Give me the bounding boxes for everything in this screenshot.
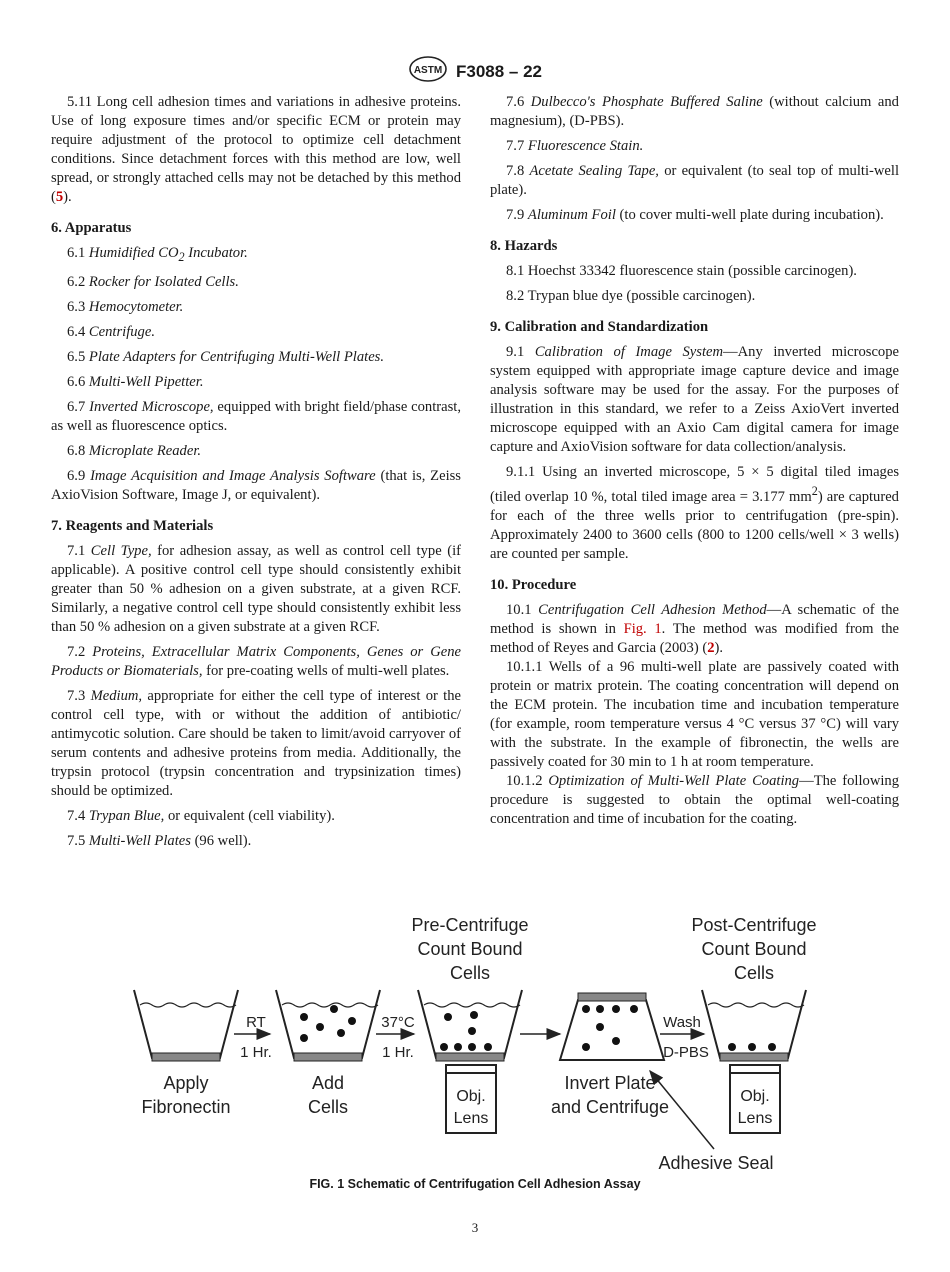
- well-add-cells: [276, 990, 380, 1061]
- item-7-8: 7.8 Acetate Sealing Tape, or equivalent (to seal top of multi-well plate).: [490, 163, 899, 198]
- document-code: F3088 – 22: [455, 61, 542, 81]
- item-10-1-1: 10.1.1 Wells of a 96 multi-well plate are passively coated with protein or matrix protein. The coating concentration will depend on the ECM protein. The incubation time and incubation temperature (for example, room temperature versus 4 °C versus 37 °C) will vary with the substrate. In the example of fibronectin, the wells are passively coated for 30 min to 1 h at room temperature.: [490, 658, 899, 770]
- reference-link[interactable]: 5: [55, 189, 64, 205]
- right-column: [490, 93, 899, 829]
- section-heading-8: 8. Hazards: [490, 238, 558, 254]
- cells-suspended: [300, 1005, 356, 1042]
- item-7-4: 7.4 Trypan Blue, or equivalent (cell viability).: [67, 807, 335, 824]
- item-7-3: 7.3 Medium, appropriate for either the cell type of interest or the control cell type, with or without the addition of antibiotic/ antimycotic solution. Care should be taken to limit/avoid carryover of serum contents and adhesive proteins from media. Additionally, the trypsin protocol (trypsin concentration and trypsinization times) should be optimized.: [51, 687, 461, 799]
- label-1hr-2: 1 Hr.: [382, 1044, 414, 1061]
- item-6-9: 6.9 Image Acquisition and Image Analysis Software (that is, Zeiss AxioVision Software, Image J, or equivalent).: [51, 467, 461, 503]
- page-number: 3: [471, 1220, 479, 1235]
- label-1hr: 1 Hr.: [240, 1044, 272, 1061]
- item-8-2: 8.2 Trypan blue dye (possible carcinogen).: [506, 288, 756, 304]
- label-apply: Apply: [163, 1073, 209, 1093]
- well-inverted: [560, 993, 664, 1060]
- left-column: [51, 93, 461, 857]
- figure-1-schematic: [120, 905, 840, 1175]
- label-pre-cells: Cells: [449, 963, 491, 983]
- label-post-count: Count Bound: [701, 939, 807, 959]
- item-8-1: 8.1 Hoechst 33342 fluorescence stain (possible carcinogen).: [506, 263, 857, 279]
- item-6-3: 6.3 Hemocytometer.: [67, 298, 184, 315]
- label-fibronectin: Fibronectin: [141, 1097, 231, 1117]
- cells-pre: [440, 1011, 492, 1051]
- label-pre-count: Count Bound: [417, 939, 523, 959]
- svg-text:Lens: Lens: [737, 1110, 773, 1127]
- section-heading-9: 9. Calibration and Standardization: [490, 319, 709, 335]
- label-add: Add: [311, 1073, 345, 1093]
- item-7-2: 7.2 Proteins, Extracellular Matrix Components, Genes or Gene Products or Biomaterials, for pre-coating wells of multi-well plates.: [51, 643, 462, 679]
- section-heading-6: 6. Apparatus: [51, 220, 132, 236]
- figure-link[interactable]: Fig. 1: [623, 620, 662, 637]
- label-invert: Invert Plate: [564, 1073, 656, 1093]
- item-6-6: 6.6 Multi-Well Pipetter.: [67, 373, 204, 390]
- astm-logo-icon: [408, 56, 448, 87]
- label-wash: Wash: [663, 1014, 701, 1031]
- objective-lens-1: [446, 1065, 496, 1133]
- item-6-5: 6.5 Plate Adapters for Centrifuging Multi-Well Plates.: [67, 348, 385, 365]
- item-7-5: 7.5 Multi-Well Plates (96 well).: [67, 832, 252, 849]
- page-header: [0, 56, 950, 87]
- item-6-2: 6.2 Rocker for Isolated Cells.: [67, 273, 239, 290]
- label-pre-centrifuge: Pre-Centrifuge: [411, 915, 529, 935]
- section-heading-7: 7. Reagents and Materials: [51, 517, 214, 534]
- figure-caption: FIG. 1 Schematic of Centrifugation Cell Adhesion Assay: [309, 1177, 641, 1191]
- item-10-1: 10.1 Centrifugation Cell Adhesion Method—A schematic of the method is shown in Fig. 1. The method was modified from the method of Reyes and Garcia (2003) (2).: [490, 601, 900, 656]
- svg-text:Lens: Lens: [453, 1110, 489, 1127]
- item-7-7: 7.7 Fluorescence Stain.: [506, 138, 644, 154]
- item-6-4: 6.4 Centrifuge.: [67, 323, 155, 340]
- reference-link[interactable]: 2: [707, 639, 715, 656]
- svg-text:Obj.: Obj.: [456, 1088, 486, 1105]
- label-dpbs: D-PBS: [663, 1044, 709, 1061]
- para-5-11: 5.11 Long cell adhesion times and variations in adhesive proteins. Use of long exposure times and/or specific ECM or protein may require adjustment of the protocol to optimize cell detachment conditions. Since detachment forces with this method are low, well spread, or strongly attached cells may not be detached by this method (5).: [51, 94, 461, 205]
- cells-post: [728, 1043, 776, 1051]
- item-6-7: 6.7 Inverted Microscope, equipped with bright field/phase contrast, as well as fluorescence optics.: [51, 398, 461, 434]
- label-37c: 37°C: [381, 1014, 415, 1031]
- label-cells: Cells: [307, 1097, 349, 1117]
- item-6-8: 6.8 Microplate Reader.: [67, 442, 202, 459]
- svg-text:ASTM: ASTM: [413, 65, 443, 76]
- label-post-centrifuge: Post-Centrifuge: [691, 915, 817, 935]
- label-rt: RT: [246, 1014, 266, 1031]
- well-apply-fibronectin: [134, 990, 238, 1061]
- label-post-cells: Cells: [733, 963, 775, 983]
- item-7-9: 7.9 Aluminum Foil (to cover multi-well plate during incubation).: [506, 207, 884, 223]
- section-heading-10: 10. Procedure: [490, 576, 577, 593]
- item-6-1: 6.1 Humidified $CO_2$ Incubator.: [67, 245, 248, 264]
- label-adhesive-seal: Adhesive Seal: [658, 1153, 774, 1173]
- item-7-1: 7.1 Cell Type, for adhesion assay, as well as control cell type (if applicable). A positive control cell type should consistently exhibit greater than 50 % adhesion on a given substrate, at a given RCF. Similarly, a negative control cell type should consistently exhibit less than 50 % adhesion on a given substrate at a given RCF.: [51, 542, 461, 635]
- label-centrifuge: and Centrifuge: [550, 1097, 670, 1117]
- item-7-6: 7.6 Dulbecco's Phosphate Buffered Saline (without calcium and magnesium), (D-PBS).: [490, 94, 899, 129]
- item-10-1-2: 10.1.2 Optimization of Multi-Well Plate Coating—The following procedure is suggested to obtain the optimal well-coating concentration and time of incubation for the coating.: [490, 772, 900, 827]
- svg-text:Obj.: Obj.: [740, 1088, 770, 1105]
- item-9-1: 9.1 Calibration of Image System—Any inverted microscope system equipped with appropriate image capture device and image analysis software may be used for the assay. For the purposes of illustration in this standard, we refer to a Zeiss AxioVert inverted microscope equipped with an Axio Cam digital camera for image capture and AxioVision software for data collection/analysis.: [490, 344, 899, 455]
- objective-lens-2: [730, 1065, 780, 1133]
- cells-inverted: [582, 1005, 638, 1051]
- item-9-1-1: 9.1.1 Using an inverted microscope, 5 × 5 digital tiled images (tiled overlap 10 %, total tiled image area = 3.177 $mm^2$) are captured for each of the three wells prior to centrifugation (pre-spin). Approximately 2400 to 3600 cells (800 to 1200 cells/well × 3 wells) are counted per sample.: [490, 464, 899, 562]
